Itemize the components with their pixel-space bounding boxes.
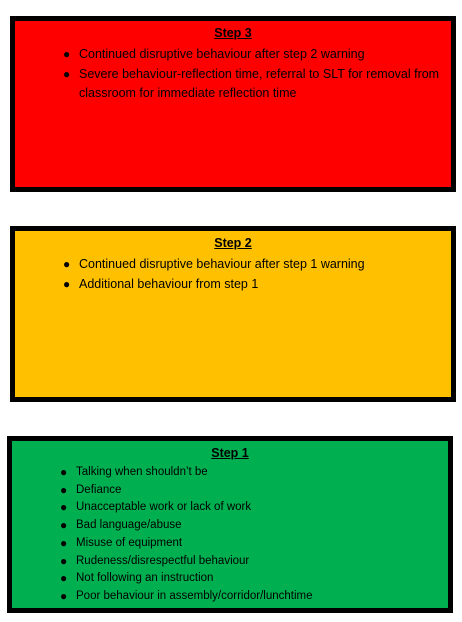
bullet-icon: ● xyxy=(63,277,71,291)
list-item: ● Continued disruptive behaviour after step 1 warning xyxy=(79,255,441,274)
bullet-icon: ● xyxy=(60,465,68,479)
list-item: ● Misuse of equipment xyxy=(76,535,438,553)
list-item: ● Not following an instruction xyxy=(76,570,438,588)
bullet-icon: ● xyxy=(60,535,68,550)
bullet-icon: ● xyxy=(60,482,68,497)
step-3-title: Step 3 xyxy=(214,26,252,40)
step-3-box xyxy=(10,16,456,192)
bullet-icon: ● xyxy=(60,588,68,603)
bullet-icon: ● xyxy=(60,553,68,568)
list-item: ● Bad language/abuse xyxy=(76,517,438,535)
step-2-list xyxy=(63,255,441,294)
step-2-box xyxy=(10,226,456,402)
list-item: ● Talking when shouldn’t be xyxy=(76,464,438,482)
list-item: ● Rudeness/disrespectful behaviour xyxy=(76,553,438,571)
step-1-title: Step 1 xyxy=(211,446,249,460)
bullet-icon: ● xyxy=(63,67,71,81)
bullet-icon: ● xyxy=(60,518,68,533)
bullet-icon: ● xyxy=(60,500,68,515)
bullet-icon: ● xyxy=(60,571,68,586)
list-item: ● Continued disruptive behaviour after step 2 warning xyxy=(79,45,441,64)
list-item: ● Defiance xyxy=(76,482,438,500)
step-3-list xyxy=(63,45,441,103)
step-1-list xyxy=(60,464,438,606)
list-item: ● Poor behaviour in assembly/corridor/lunchtime xyxy=(76,588,438,606)
list-item: ● Unacceptable work or lack of work xyxy=(76,499,438,517)
bullet-icon: ● xyxy=(63,47,71,61)
list-item: ● Severe behaviour-reflection time, referral to SLT for removal from classroom for immediate reflection time xyxy=(63,67,440,100)
list-item: ● Additional behaviour from step 1 xyxy=(79,275,441,294)
step-1-box xyxy=(7,436,453,613)
step-2-title: Step 2 xyxy=(214,236,252,250)
bullet-icon: ● xyxy=(63,257,71,271)
